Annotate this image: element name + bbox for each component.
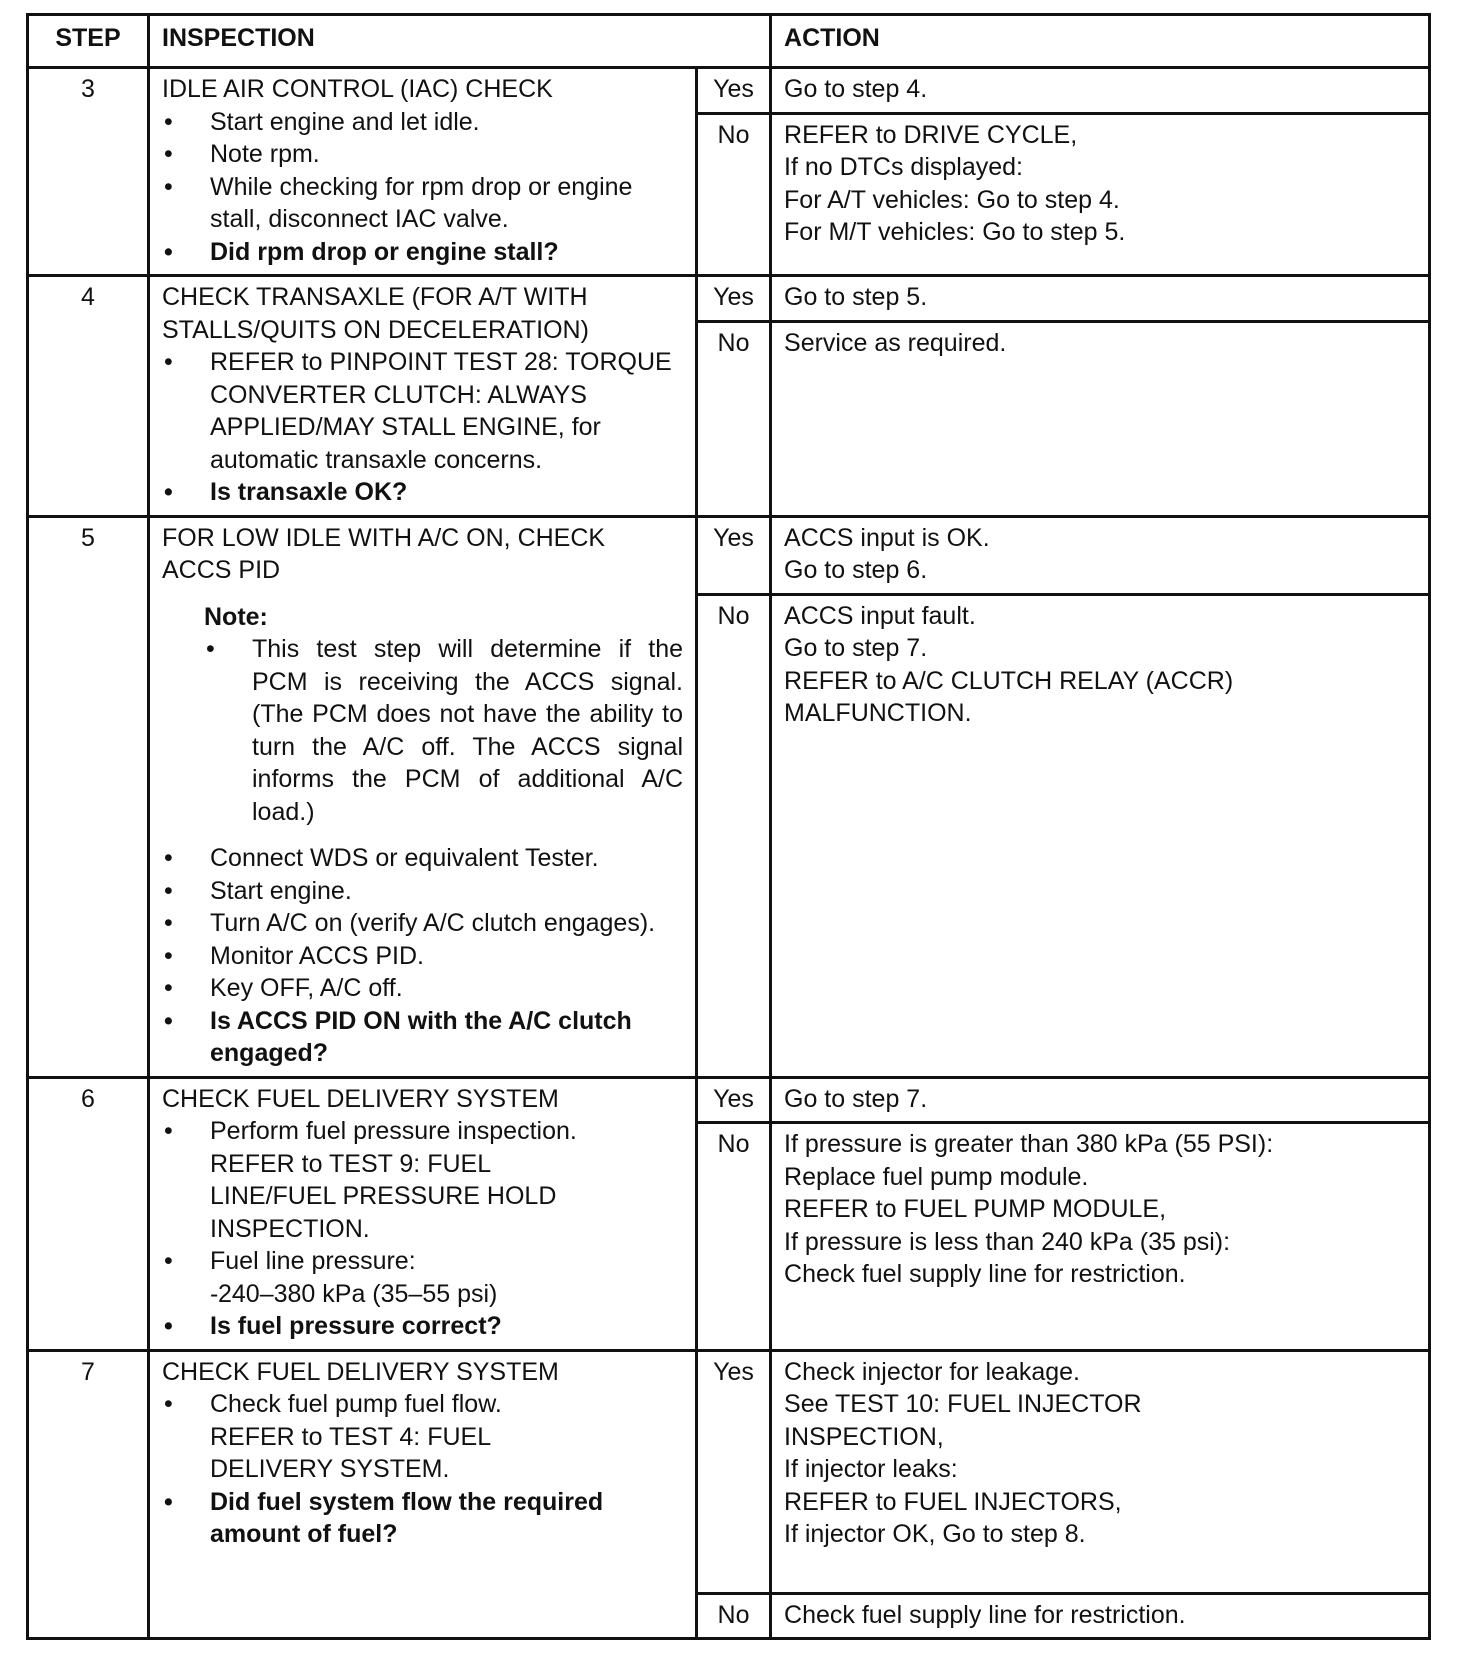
step-title: CHECK FUEL DELIVERY SYSTEM — [162, 1357, 559, 1386]
reference-line: LINE/FUEL PRESSURE HOLD — [210, 1182, 557, 1210]
step-inspection — [149, 1077, 697, 1350]
yes-label: Yes — [697, 68, 771, 114]
step-title: CHECK FUEL DELIVERY SYSTEM — [162, 1084, 559, 1113]
note-text: • This test step will determine if the PCM is receiving the ACCS signal. (The PCM does not have the ability to turn the A/C off. The ACCS signal informs the PCM of additional A/C load.) — [204, 633, 683, 828]
bullet-text: • Fuel line pressure: — [210, 1247, 416, 1275]
yes-label: Yes — [697, 1077, 771, 1123]
table-row — [28, 1077, 1430, 1123]
action-line: Go to step 4. — [784, 75, 928, 103]
step-title: CHECK TRANSAXLE (FOR A/T WITH — [162, 283, 588, 311]
step-inspection — [149, 516, 697, 1077]
action-line: Service as required. — [784, 328, 1007, 357]
yes-action — [771, 68, 1430, 114]
header-action: ACTION — [771, 15, 1430, 68]
list-item: • REFER to PINPOINT TEST 28: TORQUE CONVERTER CLUTCH: ALWAYS APPLIED/MAY STALL ENGINE, for automatic transaxle concerns. — [162, 346, 683, 476]
yes-action — [771, 516, 1430, 594]
list-item — [162, 1245, 683, 1278]
action-line: If injector OK, Go to step 8. — [784, 1520, 1086, 1548]
sub-list-item: - 240–380 kPa (35–55 psi) — [162, 1278, 683, 1311]
list-item: • While checking for rpm drop or engine stall, disconnect IAC valve. — [162, 171, 683, 236]
step-question: • Did fuel system flow the required amount of fuel? — [162, 1486, 683, 1551]
action-line: ACCS input fault. — [784, 601, 976, 630]
step-title: STALLS/QUITS ON DECELERATION) — [162, 315, 589, 344]
action-line: If no DTCs displayed: — [784, 153, 1024, 181]
action-line: If pressure is less than 240 kPa (35 psi): — [784, 1227, 1231, 1256]
step-bullet-list — [162, 1388, 683, 1551]
bullet-text: • Check fuel pump fuel flow. — [210, 1390, 502, 1418]
header-step: STEP — [28, 15, 149, 68]
step-title: IDLE AIR CONTROL (IAC) CHECK — [162, 75, 553, 103]
list-item — [162, 1115, 683, 1245]
table-row — [28, 68, 1430, 114]
list-item: • Connect WDS or equivalent Tester. — [162, 842, 683, 875]
action-line: See TEST 10: FUEL INJECTOR — [784, 1390, 1142, 1418]
list-item: • Start engine. — [162, 875, 683, 908]
no-label: No — [697, 113, 771, 276]
header-inspection: INSPECTION — [149, 15, 771, 68]
step-question: • Did rpm drop or engine stall? — [162, 236, 683, 269]
table-row — [28, 276, 1430, 322]
action-line: Go to step 7. — [784, 634, 928, 662]
list-item: • Start engine and let idle. — [162, 106, 683, 139]
no-label: No — [697, 321, 771, 516]
step-inspection — [149, 1350, 697, 1639]
step-bullet-list — [162, 1115, 683, 1278]
note-list — [204, 633, 683, 828]
action-line: Go to step 6. — [784, 556, 928, 584]
yes-label: Yes — [697, 1350, 771, 1593]
step-question: • Is ACCS PID ON with the A/C clutch engaged? — [162, 1005, 683, 1070]
action-line: Check fuel supply line for restriction. — [784, 1260, 1186, 1288]
step-question-list — [162, 1310, 683, 1343]
table-row — [28, 516, 1430, 594]
yes-action — [771, 276, 1430, 322]
bullet-text: • Perform fuel pressure inspection. — [210, 1117, 577, 1145]
action-line: Go to step 7. — [784, 1084, 928, 1113]
action-line: Check fuel supply line for restriction. — [784, 1600, 1186, 1629]
action-line: REFER to A/C CLUTCH RELAY (ACCR) MALFUNCTION. — [784, 666, 1234, 727]
action-line: ACCS input is OK. — [784, 523, 990, 552]
list-item: • Turn A/C on (verify A/C clutch engages). — [162, 907, 683, 940]
no-label: No — [697, 1123, 771, 1351]
step-number: 7 — [28, 1350, 149, 1639]
action-line: REFER to FUEL INJECTORS, — [784, 1487, 1122, 1516]
step-number: 6 — [28, 1077, 149, 1350]
diagnostic-table — [26, 13, 1431, 1640]
step-inspection — [149, 68, 697, 276]
reference-line: DELIVERY SYSTEM. — [210, 1455, 450, 1483]
action-line: REFER to FUEL PUMP MODULE, — [784, 1195, 1167, 1223]
action-line: Go to step 5. — [784, 283, 928, 311]
list-item: • Monitor ACCS PID. — [162, 940, 683, 973]
table-row — [28, 1350, 1430, 1593]
action-line: REFER to DRIVE CYCLE, — [784, 120, 1078, 149]
yes-action — [771, 1077, 1430, 1123]
step-title: FOR LOW IDLE WITH A/C ON, CHECK — [162, 523, 606, 552]
action-line: If pressure is greater than 380 kPa (55 PSI): — [784, 1130, 1274, 1158]
list-item — [162, 1388, 683, 1486]
action-line: For M/T vehicles: Go to step 5. — [784, 218, 1126, 246]
step-question: • Is transaxle OK? — [162, 476, 683, 509]
action-line: For A/T vehicles: Go to step 4. — [784, 185, 1120, 214]
action-line: Replace fuel pump module. — [784, 1162, 1089, 1191]
step-bullet-list — [162, 842, 683, 1070]
step-title: ACCS PID — [162, 556, 281, 584]
step-number: 3 — [28, 68, 149, 276]
yes-action — [771, 1350, 1430, 1593]
step-number: 5 — [28, 516, 149, 1077]
action-line: INSPECTION, — [784, 1422, 944, 1451]
list-item: • Note rpm. — [162, 138, 683, 171]
reference-line: INSPECTION. — [210, 1214, 370, 1243]
no-action — [771, 1123, 1430, 1351]
step-bullet-list — [162, 346, 683, 509]
action-line: If injector leaks: — [784, 1455, 958, 1483]
list-item: • Key OFF, A/C off. — [162, 972, 683, 1005]
table-header-row — [28, 15, 1430, 68]
no-action — [771, 321, 1430, 516]
note-title: Note: — [204, 602, 268, 631]
reference-line: REFER to TEST 4: FUEL — [210, 1422, 492, 1451]
yes-label: Yes — [697, 516, 771, 594]
step-number: 4 — [28, 276, 149, 517]
yes-label: Yes — [697, 276, 771, 322]
no-action — [771, 1593, 1430, 1639]
step-bullet-list — [162, 106, 683, 269]
no-action — [771, 594, 1430, 1077]
reference-line: REFER to TEST 9: FUEL — [210, 1149, 492, 1178]
no-label: No — [697, 594, 771, 1077]
note-box — [204, 601, 683, 829]
step-inspection — [149, 276, 697, 517]
no-label: No — [697, 1593, 771, 1639]
no-action — [771, 113, 1430, 276]
step-question: • Is fuel pressure correct? — [162, 1310, 683, 1343]
action-line: Check injector for leakage. — [784, 1357, 1080, 1386]
